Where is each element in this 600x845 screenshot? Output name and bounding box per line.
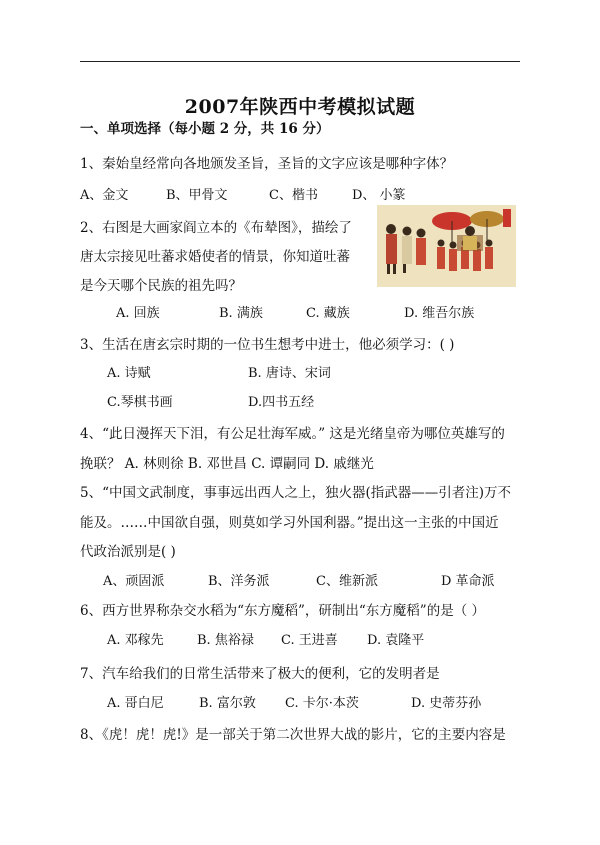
option-d: D、 小篆 [352,188,406,203]
painting-image [377,205,516,287]
question-5-text-line-2: 能及。……中国欲自强，则莫如学习外国利器。”提出这一主张的中国近 [80,515,499,531]
section-heading: 一、单项选择（每小题 2 分，共 16 分） [80,121,330,137]
option-c: C、维新派 [316,574,378,589]
option-a: A. 回族 [116,306,160,321]
option-b: B、甲骨文 [166,188,228,203]
option-d: D. 史蒂芬孙 [411,696,482,711]
question-4-text-line-1: 4、“此日漫挥天下泪，有公足壮海军威。” 这是光绪皇帝为哪位英雄写的 [80,426,505,442]
question-7-text: 7、汽车给我们的日常生活带来了极大的便利，它的发明者是 [80,666,440,682]
option-d: D.四书五经 [248,395,315,410]
option-b: B. 富尔敦 [199,696,256,711]
option-c: C. 卡尔·本茨 [285,696,359,711]
option-b: B、洋务派 [208,574,270,589]
option-a: A. 哥白尼 [107,696,164,711]
option-a: A、金文 [80,188,129,203]
option-c: C. 王进喜 [281,633,338,648]
option-a: A. 邓稼先 [107,633,164,648]
option-b: B. 焦裕禄 [197,633,254,648]
option-d: D. 维吾尔族 [404,306,475,321]
question-8-text: 8、《虎！虎！虎!》是一部关于第二次世界大战的影片，它的主要内容是 [80,727,506,743]
option-c: C.琴棋书画 [107,395,173,410]
question-2-text-line-3: 是今天哪个民族的祖先吗？ [80,278,242,294]
option-a: A、顽固派 [103,574,165,589]
option-d: D. 袁隆平 [367,633,425,648]
painting-bunian-tu-icon [377,205,516,287]
option-b: B. 满族 [219,306,263,321]
question-5-text-line-1: 5、“中国文武制度，事事远出西人之上，独火器(指武器——引者注)万不 [80,485,512,501]
question-3-text: 3、生活在唐玄宗时期的一位书生想考中进士，他必须学习：( ) [80,337,455,353]
top-rule [80,61,520,62]
option-a: A. 诗赋 [107,366,151,381]
question-6-text: 6、西方世界称杂交水稻为“东方魔稻”，研制出“东方魔稻”的是（ ） [80,603,485,619]
question-5-text-line-3: 代政治派别是( ) [80,544,176,560]
option-c: C. 藏族 [306,306,350,321]
question-2-text-line-1: 2、右图是大画家阎立本的《布辇图》，描绘了 [80,220,352,236]
page-title: 2007年陕西中考模拟试题 [184,96,416,118]
question-2-text-line-2: 唐太宗接见吐蕃求婚使者的情景，你知道吐蕃 [80,249,350,265]
question-1-text: 1、秦始皇经常向各地颁发圣旨，圣旨的文字应该是哪种字体？ [80,156,454,172]
option-b: B. 唐诗、宋词 [248,366,331,381]
option-c: C、楷书 [269,188,318,203]
option-d: D 革命派 [441,574,495,589]
question-4-text-line-2: 挽联？ A. 林则徐 B. 邓世昌 C. 谭嗣同 D. 戚继光 [80,456,374,472]
